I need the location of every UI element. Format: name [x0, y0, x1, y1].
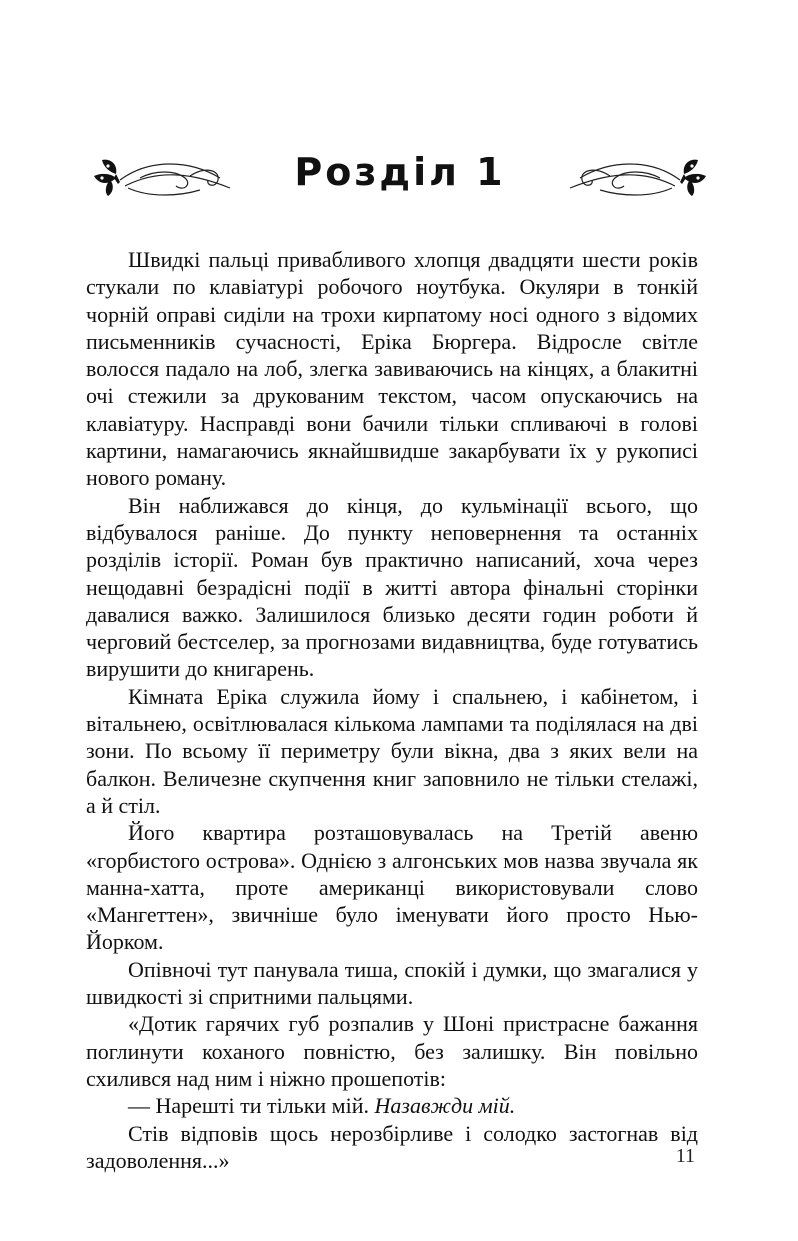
chapter-body [86, 246, 698, 1174]
page-number: 11 [675, 1145, 695, 1167]
dialogue-italic-text: Назавжди мій. [374, 1093, 516, 1119]
chapter-header [80, 140, 720, 220]
paragraph-4: Його квартира розташовувалась на Третій авеню «горбистого острова». Однією з алгонських мов назва звучала як манна-хатта, проте американці використовували слово «Мангеттен», звичніше було іменувати його просто Нью-Йорком. [86, 820, 698, 955]
chapter-title: Розділ 1 [294, 150, 506, 194]
paragraph-3: Кімната Еріка служила йому і спальнею, і кабінетом, і вітальнею, освітлювалася кількома лампами та поділялася на дві зони. По всьому її периметру були вікна, два з яких вели на балкон. Величезне скупчення книг заповнило не тільки стелажі, а й стіл. [86, 683, 698, 818]
paragraph-6: «Дотик гарячих губ розпалив у Шоні пристрасне бажання поглинути коханого повністю, без залишку. Він повільно схилився над ним і ніжно прошепотів: [86, 1011, 698, 1091]
paragraph-2: Він наближався до кінця, до кульмінації всього, що відбувалося раніше. До пункту неповернення та останніх розділів історії. Роман був практично написаний, хоча через нещодавні безрадісні події в житті автора фінальні сторінки давалися важко. Залишилося близько десяти годин роботи й черговий бестселер, за прогнозами видавництва, буде готуватись вирушити до книгарень. [86, 492, 698, 682]
dialogue-line [86, 1092, 698, 1119]
paragraph-1: Швидкі пальці привабливого хлопця двадцяти шести років стукали по клавіатурі робочого ноутбука. Окуляри в тонкій чорній оправі сиділи на трохи кирпатому носі одного з відомих письменників сучасності, Еріка Бюргера. Відросле світле волосся падало на лоб, злегка завиваючись на кінцях, а блакитні очі стежили за друкованим текстом, часом опускаючись на клавіатуру. Насправді вони бачили тільки спливаючі в голові картини, намагаючись якнайшвидше закарбувати їх у рукописі нового роману. [86, 247, 698, 491]
butterfly-ornament-right-icon [560, 148, 720, 208]
closing-paragraph: Стів відповів щось нерозбірливе і солодко застогнав від задоволення...» [86, 1120, 698, 1173]
paragraph-5: Опівночі тут панувала тиша, спокій і думки, що змагалися у швидкості зі спритними пальцями. [86, 956, 698, 1010]
dialogue-text: — Нарешті ти тільки мій. [128, 1093, 375, 1119]
